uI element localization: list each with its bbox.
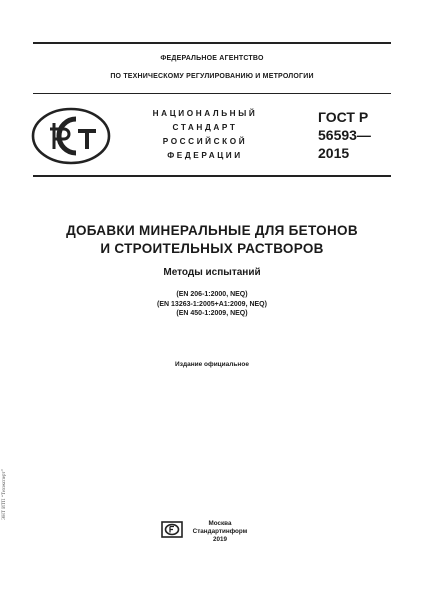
standard-line-3: РОССИЙСКОЙ: [162, 137, 248, 146]
standard-line-2: СТАНДАРТ: [172, 123, 238, 132]
international-references: [0, 290, 424, 319]
rst-logo-icon: [30, 105, 112, 167]
standard-line-1: НАЦИОНАЛЬНЫЙ: [152, 109, 258, 118]
edition-label: Издание официальное: [175, 361, 249, 368]
side-watermark: ЭНТ ИТП “Техэксперт”: [2, 469, 7, 520]
standartinform-logo-icon: [161, 521, 183, 538]
title-line-2: И СТРОИТЕЛЬНЫХ РАСТВОРОВ: [100, 241, 324, 256]
top-rule: [33, 42, 391, 44]
document-subtitle: Методы испытаний: [163, 267, 261, 278]
publisher-block: [185, 520, 255, 544]
gost-line-3: 2015: [318, 145, 350, 161]
rst-logo: [30, 105, 112, 167]
agency-line-1: ФЕДЕРАЛЬНОЕ АГЕНТСТВО: [160, 55, 264, 62]
reference-item: (EN 13263-1:2005+A1:2009, NEQ): [157, 300, 267, 308]
reference-item: (EN 206-1:2000, NEQ): [176, 291, 248, 298]
agency-line-2: ПО ТЕХНИЧЕСКОМУ РЕГУЛИРОВАНИЮ И МЕТРОЛОГИИ: [110, 73, 314, 80]
publisher-name: Стандартинформ: [192, 528, 248, 535]
gost-line-2: 56593—: [318, 127, 371, 143]
title-line-1: ДОБАВКИ МИНЕРАЛЬНЫЕ ДЛЯ БЕТОНОВ: [66, 223, 358, 238]
standard-line-4: ФЕДЕРАЦИИ: [167, 151, 243, 160]
publisher-year: 2019: [212, 536, 227, 543]
national-standard-block: [120, 107, 290, 163]
gost-line-1: ГОСТ Р: [318, 109, 369, 125]
standartinform-logo: [161, 521, 183, 538]
document-title: [0, 222, 424, 258]
reference-item: (EN 450-1:2009, NEQ): [176, 310, 248, 317]
standard-rule: [33, 175, 391, 177]
publisher-city: Москва: [208, 520, 232, 527]
header-rule: [33, 93, 391, 94]
gost-number: [318, 108, 371, 162]
